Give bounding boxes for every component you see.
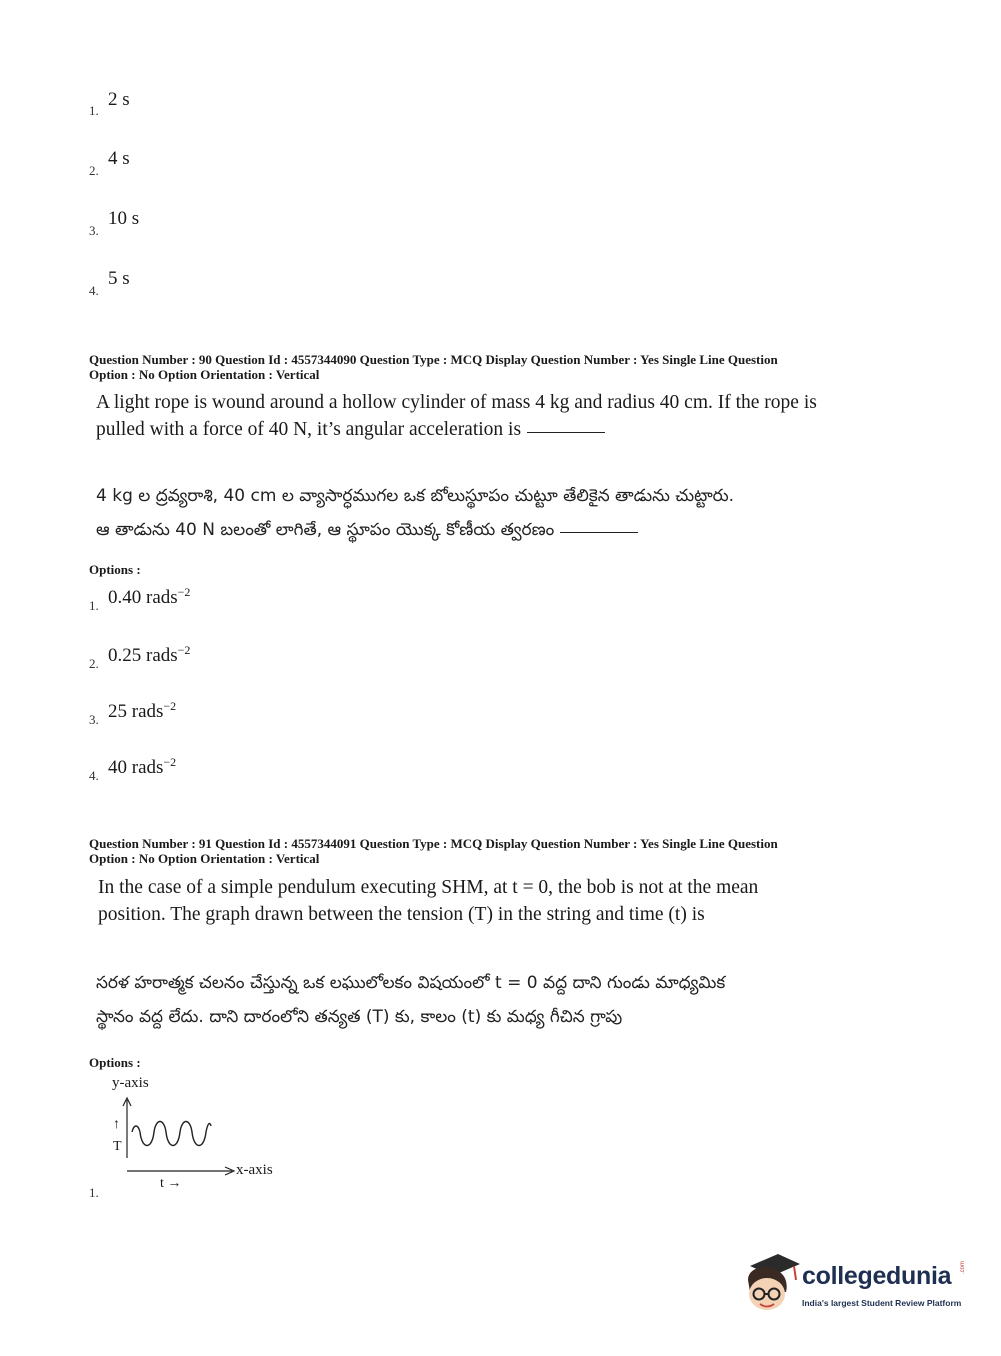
option-text: 10 s	[108, 208, 140, 229]
option-text	[108, 585, 190, 609]
option-number: 4.	[89, 283, 99, 298]
option-number: 3.	[89, 223, 99, 238]
wave-curve	[132, 1122, 211, 1146]
meta-line: Option : No Option Orientation : Vertical	[89, 367, 320, 382]
text-line	[96, 513, 734, 547]
brand-tagline: India's largest Student Review Platform	[802, 1298, 962, 1308]
x-variable-label: t →	[160, 1176, 182, 1191]
option-text: 5 s	[108, 268, 130, 289]
option-text	[108, 643, 190, 667]
option-value: 0.25 rads	[108, 645, 178, 666]
brand-name: collegedunia	[802, 1262, 952, 1290]
text-line: A light rope is wound around a hollow cylinder of mass 4 kg and radius 40 cm. If the rope is	[96, 392, 817, 413]
text-span: ఆ తాడును 40 N బలంతో లాగితే, ఆ స్థూపం యొక్క కోణీయ త్వరణం	[96, 520, 555, 540]
option-number: 4.	[89, 768, 99, 783]
option-number: 2.	[89, 656, 99, 671]
option-text	[108, 755, 176, 779]
option-text: 4 s	[108, 148, 130, 169]
answer-blank	[527, 431, 605, 433]
question-meta	[89, 836, 889, 866]
question-text-english	[96, 389, 817, 443]
question-text-telugu	[96, 966, 725, 1034]
answer-blank	[560, 531, 638, 533]
option-number: 1.	[89, 103, 99, 118]
option-number: 2.	[89, 163, 99, 178]
collegedunia-logo	[742, 1250, 972, 1320]
option-text: 2 s	[108, 89, 130, 110]
meta-line: Question Number : 90 Question Id : 4557344090 Question Type : MCQ Display Question Number : Yes Single Line Question	[89, 352, 778, 367]
options-label: Options :	[89, 562, 141, 577]
option-number: 1.	[89, 598, 99, 613]
option-value: 0.40 rads	[108, 587, 178, 608]
option-value: 40 rads	[108, 757, 164, 778]
x-axis-label: x-axis	[236, 1162, 273, 1178]
text-line: 4 kg ల ద్రవ్యరాశి, 40 cm ల వ్యాసార్ధముగల ఒక బోలుస్థూపం చుట్టూ తేలికైన తాడును చుట్టారు.	[96, 486, 735, 506]
brand-domain: .com	[960, 1260, 966, 1274]
mascot-icon	[742, 1250, 800, 1320]
text-line: స్థానం వద్ద లేదు. దాని దారంలోని తన్యత (T) కు, కాలం (t) కు మధ్య గీచిన గ్రాపు	[96, 1007, 623, 1027]
option-text	[108, 699, 176, 723]
meta-line: Option : No Option Orientation : Vertical	[89, 851, 320, 866]
text-line	[96, 416, 817, 443]
option-number: 3.	[89, 712, 99, 727]
option-exponent: −2	[163, 699, 177, 713]
option-exponent: −2	[163, 755, 177, 769]
question-text-telugu	[96, 479, 734, 547]
option-value: 25 rads	[108, 701, 164, 722]
option-exponent: −2	[177, 643, 191, 657]
options-label: Options :	[89, 1055, 141, 1070]
y-arrow-glyph: ↑	[113, 1117, 120, 1132]
y-variable-label: T	[113, 1139, 122, 1154]
question-text-english	[98, 874, 758, 928]
text-line: సరళ హరాత్మక చలనం చేస్తున్న ఒక లఘులోలకం విషయంలో t = 0 వద్ద దాని గుండు మాధ్యమిక	[96, 973, 726, 993]
y-axis-label: y-axis	[112, 1075, 149, 1091]
question-meta	[89, 352, 889, 382]
tension-time-graph	[110, 1094, 240, 1184]
option-number: 1.	[89, 1185, 99, 1200]
text-span: pulled with a force of 40 N, it’s angular acceleration is	[96, 419, 522, 440]
meta-line: Question Number : 91 Question Id : 4557344091 Question Type : MCQ Display Question Number : Yes Single Line Question	[89, 836, 778, 851]
option-exponent: −2	[177, 585, 191, 599]
text-line: position. The graph drawn between the tension (T) in the string and time (t) is	[98, 904, 705, 925]
text-line: In the case of a simple pendulum executing SHM, at t = 0, the bob is not at the mean	[98, 877, 759, 898]
